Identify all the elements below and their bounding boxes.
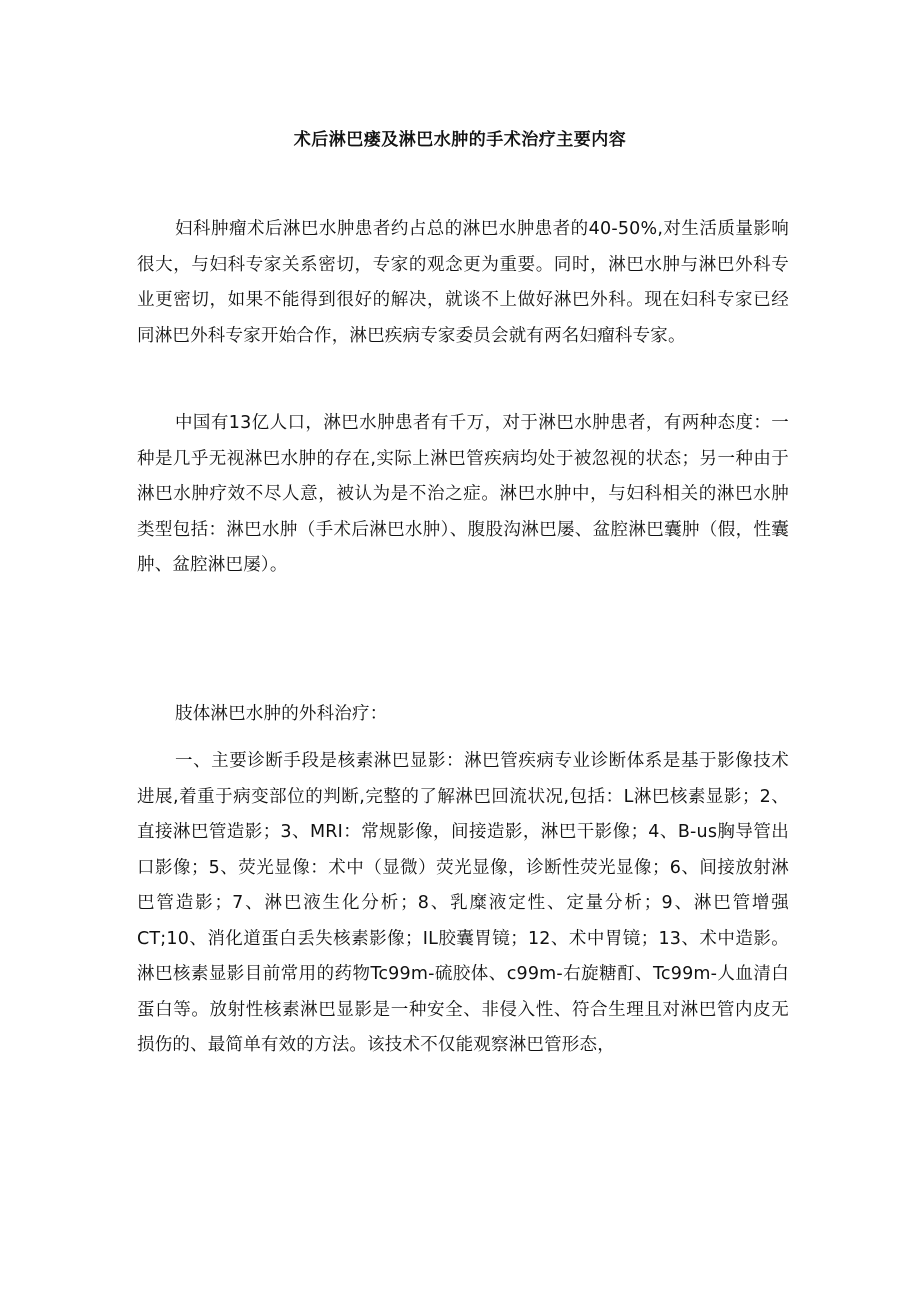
paragraph-diagnostic-methods: 一、主要诊断手段是核素淋巴显影：淋巴管疾病专业诊断体系是基于影像技术进展,着重于病变部位的判断,完整的了解淋巴回流状况,包括：L淋巴核素显影；2、直接淋巴管造影；3、MRI：常规影像，间接造影，淋巴干影像；4、B-us胸导管出口影像；5、荧光显像：术中（显微）荧光显像，诊断性荧光显像；6、间接放射淋巴管造影；7、淋巴液生化分析；8、乳糜液定性、定量分析；9、淋巴管增强CT;10、消化道蛋白丢失核素影像；IL胶囊胃镜；12、术中胃镜；13、术中造影。淋巴核素显影目前常用的药物Tc99m-硫胶体、c99m-右旋糖酊、Tc99m-人血清白蛋白等。放射性核素淋巴显影是一种安全、非侵入性、符合生理且对淋巴管内皮无损伤的、最简单有效的方法。该技术不仅能观察淋巴管形态， [137, 751, 789, 1055]
paragraph-gynecologic-lymphedema: 妇科肿瘤术后淋巴水肿患者约占总的淋巴水肿患者的40-50%,对生活质量影响很大，与妇科专家关系密切，专家的观念更为重要。同时，淋巴水肿与淋巴外科专业更密切，如果不能得到很好的解决，就谈不上做好淋巴外科。现在妇科专家已经同淋巴外科专家开始合作，淋巴疾病专家委员会就有两名妇瘤科专家。 [137, 219, 789, 346]
section-heading-surgical-treatment: 肢体淋巴水肿的外科治疗： [175, 704, 388, 724]
paragraph-patient-attitudes: 中国有13亿人口，淋巴水肿患者有千万，对于淋巴水肿患者，有两种态度：一种是几乎无视淋巴水肿的存在,实际上淋巴管疾病均处于被忽视的状态；另一种由于淋巴水肿疗效不尽人意，被认为是不治之症。淋巴水肿中，与妇科相关的淋巴水肿类型包括：淋巴水肿（手术后淋巴水肿）、腹股沟淋巴屡、盆腔淋巴囊肿（假，性囊肿、盆腔淋巴屡）。 [137, 413, 789, 575]
document-title: 术后淋巴瘘及淋巴水肿的手术治疗主要内容 [293, 130, 627, 150]
